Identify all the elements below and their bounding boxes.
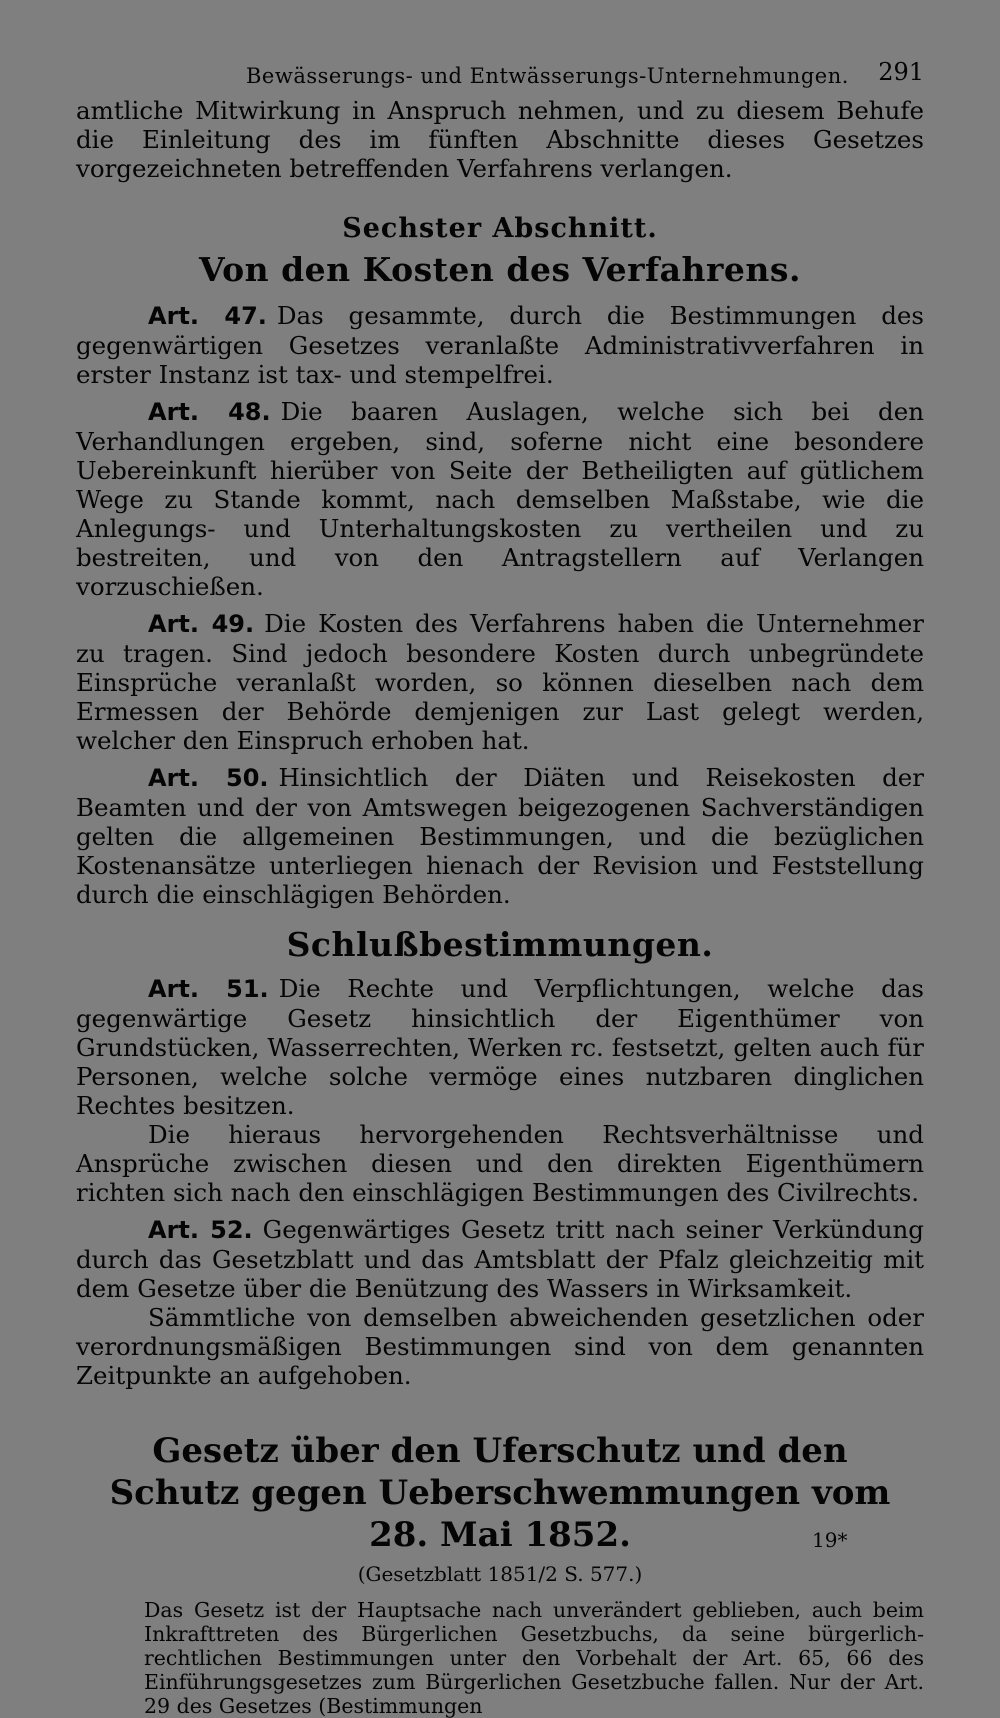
law-title: Gesetz über den Uferschutz und den Schutz gegen Ueberschwemmungen vom 28. Mai 1852. (109, 1431, 891, 1555)
section-title: Von den Kosten des Verfahrens. (199, 250, 801, 289)
article-label: Art. 51. (148, 975, 269, 1003)
article-text: Hinsichtlich der Diäten und Reisekosten der Beamten und der von Amtswegen beigezogenen Sachverständigen gelten die allgemeinen Bestimmungen, und die bezüglichen Kostenansätze unterliegen hienach der Revision und Feststellung durch die einschlägigen Behörden. (76, 763, 925, 909)
page-number: 291 (878, 58, 924, 86)
article-52-paragraph-2: Sämmtliche von demselben abweichenden gesetzlichen oder verordnungsmäßigen Bestimmungen sind von dem genannten Zeitpunkte an aufgehoben. (76, 1303, 924, 1390)
intro-paragraph: amtliche Mitwirkung in Anspruch nehmen, und zu diesem Behufe die Einleitung des im fünften Abschnitte dieses Gesetzes vorgezeichneten betreffenden Verfahrens verlangen. (76, 96, 924, 183)
article-label: Art. 50. (148, 764, 269, 792)
running-header (76, 56, 924, 96)
article-49 (76, 609, 924, 755)
article-text: Die Kosten des Verfahrens haben die Unternehmer zu tragen. Sind jedoch besondere Kosten durch unbegründete Einsprüche veranlaßt worden, so können dieselben nach dem Ermessen der Behörde demjenigen zur Last gelegt werden, welcher den Einspruch erhoben hat. (76, 609, 924, 755)
header-title: Bewässerungs- und Entwässerungs-Unternehmungen. (246, 64, 849, 88)
final-provisions-title: Schlußbestimmungen. (286, 925, 714, 964)
article-51 (76, 974, 924, 1120)
article-text: Das gesammte, durch die Bestimmungen des gegenwärtigen Gesetzes veranlaßte Administrativverfahren in erster Instanz ist tax- und stempelfrei. (76, 301, 924, 389)
article-52 (76, 1215, 924, 1303)
article-text: Die Rechte und Verpflichtungen, welche das gegenwärtige Gesetz hinsichtlich der Eigenthümer von Grundstücken, Wasserrechten, Werken rc. festsetzt, gelten auch für Personen, welche solche vermöge eines nutzbaren dinglichen Rechtes besitzen. (76, 974, 924, 1120)
article-label: Art. 49. (148, 610, 255, 638)
article-47 (76, 301, 924, 389)
article-48 (76, 397, 924, 601)
article-label: Art. 48. (148, 398, 271, 426)
article-label: Art. 47. (148, 302, 267, 330)
article-51-paragraph-2: Die hieraus hervorgehenden Rechtsverhältnisse und Ansprüche zwischen diesen und den direkten Eigenthümern richten sich nach den einschlägigen Bestimmungen des Civilrechts. (76, 1120, 924, 1207)
law-note (76, 1598, 924, 1718)
article-text: Gegenwärtiges Gesetz tritt nach seiner Verkündung durch das Gesetzblatt und das Amtsblatt der Pfalz gleichzeitig mit dem Gesetze über die Benützung des Wassers in Wirksamkeit. (76, 1215, 924, 1303)
article-50 (76, 763, 924, 909)
law-note-text: Das Gesetz ist der Hauptsache nach unverändert geblieben, auch beim Inkrafttreten des Bürgerlichen Gesetzbuchs, da seine bürgerlich-rechtlichen Bestimmungen unter den Vorbehalt der Art. 65, 66 des Einführungsgesetzes zum Bürgerlichen Gesetzbuche fallen. Nur der Art. 29 des Gesetzes (Bestimmungen (144, 1598, 924, 1718)
section-label: Sechster Abschnitt. (342, 213, 658, 244)
signature-mark: 19* (812, 1528, 848, 1552)
article-label: Art. 52. (148, 1216, 253, 1244)
article-text: Die baaren Auslagen, welche sich bei den Verhandlungen ergeben, sind, soferne nicht eine besondere Uebereinkunft hierüber von Seite der Betheiligten auf gütlichem Wege zu Stande kommt, nach demselben Maßstabe, wie die Anlegungs- und Unterhaltungskosten zu vertheilen und zu bestreiten, und von den Antragstellern auf Verlangen vorzuschießen. (76, 397, 924, 601)
law-source: (Gesetzblatt 1851/2 S. 577.) (357, 1562, 643, 1586)
